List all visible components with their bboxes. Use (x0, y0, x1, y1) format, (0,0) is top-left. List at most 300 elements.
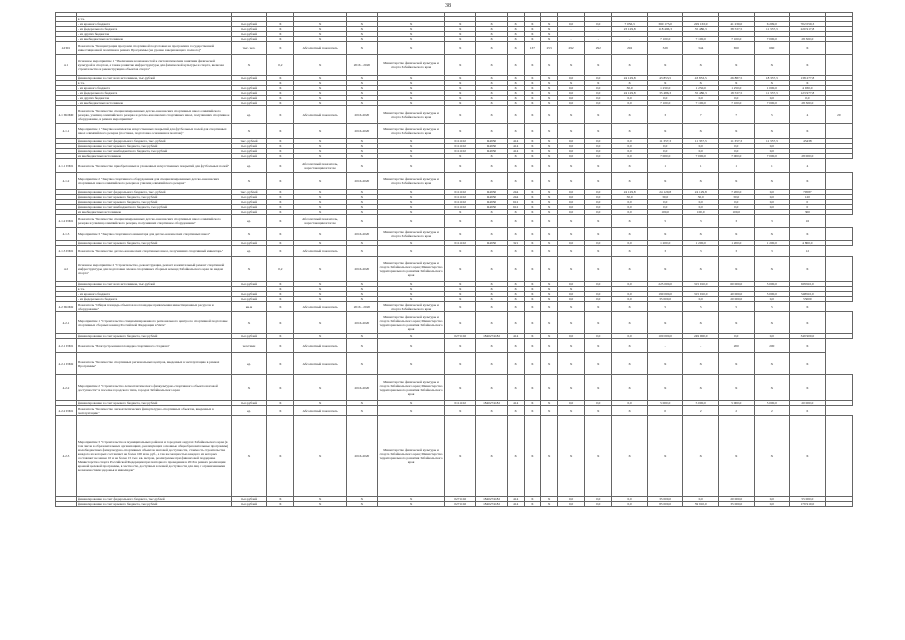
table-cell: 11 357,3 (647, 139, 683, 144)
table-cell: X (524, 173, 541, 190)
table-cell: 0,0 (754, 144, 790, 149)
row-title-cell: финансирование за счет внебюджетного бюджета, тыс.рублей (76, 205, 231, 210)
table-cell: X (524, 241, 541, 246)
table-cell: X (507, 173, 524, 190)
table-cell: X (346, 497, 377, 502)
table-cell: X (683, 173, 719, 190)
table-cell: 0,0 (647, 144, 683, 149)
table-cell: X (267, 190, 294, 195)
table-cell: 0,0 (647, 200, 683, 205)
table-cell: X (541, 81, 558, 86)
table-row (56, 302, 853, 312)
table-cell: 0,0 (557, 22, 584, 27)
table-cell: 7 (683, 106, 719, 124)
table-cell: X (445, 55, 476, 76)
row-title-cell: - из федерального бюджета (76, 297, 231, 302)
table-cell: X (346, 339, 377, 353)
table-cell: 100,0 (683, 210, 719, 215)
table-cell: 1 (719, 159, 755, 173)
table-cell: 244 (507, 195, 524, 200)
table-cell: X (612, 228, 648, 241)
table-cell: X (647, 124, 683, 139)
table-cell: тыс.рублей (231, 154, 267, 159)
table-cell: 0,0 (612, 205, 648, 210)
table-cell: 1 250,0 (683, 86, 719, 91)
table-cell: 2016-2020 (346, 228, 377, 241)
table-cell: 0,0 (719, 149, 755, 154)
table-cell: X (294, 228, 346, 241)
row-code-cell: 4.2 ПОМ2 (56, 302, 77, 312)
table-cell: Министерство физической культуры и спорта Забайкальского края (378, 228, 445, 241)
table-cell: X (612, 339, 648, 353)
table-cell: 3 (754, 215, 790, 228)
table-cell: 12 (790, 246, 826, 257)
table-cell: X (346, 149, 377, 154)
row-title-cell: Мероприятие 2 "Строительство легкоатлетического физкультурно-спортивного объекта шаговой доступности" в поселке городского типа, городах Забайкальского края (76, 375, 231, 401)
table-cell: 220 917,8 (790, 27, 826, 32)
table-cell: X (346, 401, 377, 406)
table-cell: X (445, 210, 476, 215)
table-cell: X (524, 154, 541, 159)
table-cell: 55 000,0 (790, 497, 826, 502)
table-cell: 1 200,0 (683, 241, 719, 246)
table-cell: X (346, 406, 377, 416)
table-cell: 2016-2020 (346, 312, 377, 334)
table-cell: 349 900,0 (790, 334, 826, 339)
table-cell: тыс.рублей (231, 27, 267, 32)
table-cell: тыс.рублей (231, 241, 267, 246)
table-cell: кв.м (231, 302, 267, 312)
table-cell: X (267, 334, 294, 339)
table-cell: X (294, 91, 346, 96)
table-cell: X (507, 154, 524, 159)
table-cell: чел/смен (231, 339, 267, 353)
table-cell: 360 173,0 (647, 22, 683, 27)
table-cell: Абсолютный показатель (294, 42, 346, 55)
table-cell: X (585, 215, 612, 228)
table-cell: 605910,0 (790, 282, 826, 287)
table-cell: 0,0 (585, 86, 612, 91)
table-cell: 0,0 (557, 96, 584, 101)
table-cell: 7 (719, 106, 755, 124)
table-cell: 60 000,0 (719, 282, 755, 287)
table-cell: X (541, 228, 558, 241)
table-cell: X (231, 375, 267, 401)
table-cell: 0,0 (683, 205, 719, 210)
row-title-cell: - из краевого бюджета (76, 86, 231, 91)
table-cell: X (267, 502, 294, 507)
table-cell: X (524, 502, 541, 507)
table-cell: 2 (719, 406, 755, 416)
table-cell: 0111102 (445, 139, 476, 144)
table-cell: 344 (683, 42, 719, 55)
table-cell: X (557, 353, 584, 375)
table-cell: 0,0 (612, 292, 648, 297)
row-title-cell: Показатель "Количество спортивных региональных центров, введенных в эксплуатацию в рамках Программы" (76, 353, 231, 375)
table-cell: 0271102 (445, 334, 476, 339)
table-cell: 0,2 (267, 55, 294, 76)
table-cell: X (524, 96, 541, 101)
table-cell: 35 486,3 (683, 91, 719, 96)
table-cell: X (507, 312, 524, 334)
table-cell: X (346, 27, 377, 32)
table-cell: X (346, 144, 377, 149)
table-cell: X (267, 76, 294, 81)
table-cell: 20 (825, 106, 852, 124)
table-cell: X (267, 195, 294, 200)
table-cell: X (541, 22, 558, 27)
table-cell: X (294, 502, 346, 507)
table-cell: 0,0 (585, 205, 612, 210)
table-cell: Абсолютный показатель (294, 106, 346, 124)
table-row (56, 246, 853, 257)
table-cell: X (346, 96, 377, 101)
table-cell: X (445, 91, 476, 96)
table-cell: X (267, 86, 294, 91)
table-cell: X (378, 292, 445, 297)
table-cell: X (524, 287, 541, 292)
table-cell: 2016-2020 (346, 106, 377, 124)
table-cell: 7 100,0 (719, 101, 755, 106)
table-cell (825, 297, 852, 302)
row-code-cell: 4.1.2 (56, 173, 77, 190)
table-cell: X (541, 200, 558, 205)
table-cell: 24 129,8 (612, 76, 648, 81)
table-cell: X (346, 76, 377, 81)
table-cell: X (267, 149, 294, 154)
table-cell: 0111102 (445, 401, 476, 406)
table-cell: тыс.рублей (231, 37, 267, 42)
table-cell: 0,0 (557, 154, 584, 159)
table-cell: 0,0 (557, 292, 584, 297)
table-cell: X (445, 154, 476, 159)
table-cell: 2016 - 2020 (346, 55, 377, 76)
table-cell: 0,0 (585, 149, 612, 154)
table-cell: X (541, 302, 558, 312)
table-cell: тыс.рублей (231, 22, 267, 27)
table-cell: X (612, 124, 648, 139)
table-cell: X (445, 96, 476, 101)
table-cell: X (294, 27, 346, 32)
table-cell: 7 100,0 (647, 37, 683, 42)
table-cell: 11 357,3 (719, 139, 755, 144)
table-cell: X (267, 228, 294, 241)
table-cell: X (557, 416, 584, 497)
table-cell (825, 375, 852, 401)
table-cell: X (507, 86, 524, 91)
table-cell: X (267, 375, 294, 401)
table-cell: ед. (231, 106, 267, 124)
table-row (56, 375, 853, 401)
table-cell: X (541, 339, 558, 353)
table-cell: 0,0 (683, 96, 719, 101)
table-cell: 35 000,0 (719, 502, 755, 507)
table-cell: X (476, 86, 507, 91)
table-cell: 5 000,0 (754, 401, 790, 406)
table-cell: 414 (507, 497, 524, 502)
table-cell: 0,0 (612, 149, 648, 154)
table-cell: 0,0 (585, 144, 612, 149)
table-cell: X (507, 55, 524, 76)
table-cell: X (476, 302, 507, 312)
table-cell: X (294, 287, 346, 292)
row-code-cell: 4.1.2 ПМ1 (56, 215, 77, 228)
table-cell: X (294, 32, 346, 37)
table-cell: X (267, 200, 294, 205)
table-cell: X (524, 334, 541, 339)
table-cell: X (267, 42, 294, 55)
table-cell: X (585, 246, 612, 257)
table-cell: X (507, 210, 524, 215)
table-cell: X (790, 55, 826, 76)
table-cell: X (683, 124, 719, 139)
table-cell: тыс.рублей (231, 292, 267, 297)
table-cell: 0,0 (612, 200, 648, 205)
table-cell: 38 537,5 (719, 27, 755, 32)
table-cell: 3 (647, 106, 683, 124)
table-cell: ед. (231, 159, 267, 173)
table-cell: X (267, 287, 294, 292)
table-cell: X (719, 124, 755, 139)
table-cell: 0,0 (557, 76, 584, 81)
table-cell: 0,0 (585, 282, 612, 287)
row-title-cell: - из внебюджетных источников (76, 101, 231, 106)
table-cell: 612 (507, 205, 524, 210)
table-cell: X (476, 96, 507, 101)
table-cell: тыс.рублей (231, 334, 267, 339)
table-cell: 0111102 (445, 195, 476, 200)
row-code-cell: 4.1 ПОМ0 (56, 106, 77, 124)
table-cell: - (557, 27, 584, 32)
table-row (56, 257, 853, 282)
table-cell: X (346, 91, 377, 96)
table-cell: X (346, 37, 377, 42)
table-cell: X (524, 375, 541, 401)
table-cell: X (524, 124, 541, 139)
table-cell: X (585, 106, 612, 124)
table-cell: X (524, 416, 541, 497)
table-cell: X (294, 149, 346, 154)
table-cell: X (557, 124, 584, 139)
table-cell: 5 000,0 (647, 401, 683, 406)
table-cell: X (476, 246, 507, 257)
table-cell: X (612, 81, 648, 86)
table-cell: X (719, 81, 755, 86)
table-cell: X (267, 37, 294, 42)
table-cell: X (378, 401, 445, 406)
table-cell: X (612, 215, 648, 228)
table-cell: X (378, 406, 445, 416)
table-cell: X (378, 241, 445, 246)
table-cell: X (541, 497, 558, 502)
table-cell: X (585, 353, 612, 375)
table-cell: X (524, 401, 541, 406)
table-cell: X (524, 32, 541, 37)
row-code-cell: 4.2.2 (56, 375, 77, 401)
table-cell: X (476, 339, 507, 353)
budget-table-sheet (55, 12, 853, 632)
table-cell: X (524, 302, 541, 312)
table-row (56, 502, 853, 507)
table-cell: X (378, 37, 445, 42)
row-title-cell: финансирование за счет краевого бюджета, тыс.рублей (76, 401, 231, 406)
table-cell: X (524, 27, 541, 32)
table-cell: тыс.рублей (231, 101, 267, 106)
table-cell: 118 496,3 (647, 27, 683, 32)
table-cell: ед. (231, 215, 267, 228)
table-cell: 35 486,3 (647, 91, 683, 96)
table-cell: 23 129,8 (612, 27, 648, 32)
table-cell: 11 337,3 (754, 91, 790, 96)
table-cell: Абсолютный показатель (294, 246, 346, 257)
row-title-cell: - из федерального бюджета (76, 91, 231, 96)
table-cell: X (541, 55, 558, 76)
table-cell: X (476, 154, 507, 159)
table-cell: 3 (647, 246, 683, 257)
table-cell: X (267, 292, 294, 297)
table-cell: X (476, 292, 507, 297)
table-cell: X (267, 101, 294, 106)
row-title-cell: из внебюджетных источников (76, 210, 231, 215)
table-cell: 702 059,3 (790, 22, 826, 27)
table-cell: X (541, 282, 558, 287)
table-cell: 20 000,0 (719, 297, 755, 302)
table-cell: 5 (647, 215, 683, 228)
table-cell: X (231, 416, 267, 497)
table-cell: 35 000,0 (647, 297, 683, 302)
table-cell: X (346, 241, 377, 246)
table-cell: X (476, 124, 507, 139)
table-cell: тыс.рублей (231, 297, 267, 302)
table-cell: X (524, 406, 541, 416)
table-cell: 11 337,3 (754, 27, 790, 32)
table-cell: 0,0 (754, 502, 790, 507)
table-cell: 0,0 (585, 210, 612, 215)
table-cell (825, 42, 852, 55)
table-cell: X (754, 81, 790, 86)
table-cell: R4950 (476, 139, 507, 144)
table-cell: 548910,0 (790, 292, 826, 297)
table-cell: X (476, 312, 507, 334)
table-cell: 7 100,0 (719, 37, 755, 42)
row-title-cell: Показатель "Количество приобретенных и уложенных искусственных покрытий для футбольных полей" (76, 159, 231, 173)
table-cell: X (378, 27, 445, 32)
table-cell: 0,0 (557, 282, 584, 287)
table-cell: 0111102 (445, 190, 476, 195)
table-cell: X (346, 353, 377, 375)
table-cell: тыс.рублей (231, 76, 267, 81)
table-cell: X (790, 257, 826, 282)
table-cell: X (754, 257, 790, 282)
table-cell: 4 (790, 106, 826, 124)
table-cell: X (524, 228, 541, 241)
table-cell: X (557, 339, 584, 353)
table-cell: 0,0 (557, 200, 584, 205)
table-cell: R4950 (476, 190, 507, 195)
table-cell: X (445, 257, 476, 282)
table-cell: X (557, 228, 584, 241)
table-cell: X (790, 42, 826, 55)
table-cell: X (346, 282, 377, 287)
table-cell (825, 124, 852, 139)
table-cell: 0,0 (612, 282, 648, 287)
table-cell: 18 337,3 (754, 76, 790, 81)
table-cell: 43 853,5 (647, 76, 683, 81)
table-cell: 6 (790, 406, 826, 416)
table-cell: X (507, 159, 524, 173)
table-cell: X (445, 228, 476, 241)
table-cell: X (585, 228, 612, 241)
table-cell: X (541, 154, 558, 159)
table-cell: X (719, 353, 755, 375)
table-cell: X (585, 159, 612, 173)
table-cell: 179 910,0 (790, 502, 826, 507)
table-cell: X (346, 86, 377, 91)
table-cell: 2016-2020 (346, 124, 377, 139)
table-cell: X (294, 139, 346, 144)
table-cell: X (445, 282, 476, 287)
table-cell: X (294, 210, 346, 215)
table-cell: X (524, 139, 541, 144)
table-cell: X (612, 246, 648, 257)
row-code-cell: 4.2.3 (56, 416, 77, 497)
table-cell: X (507, 42, 524, 55)
table-cell: 0,0 (683, 200, 719, 205)
table-cell: X (267, 416, 294, 497)
row-title-cell: в т.ч. (76, 287, 231, 292)
table-row (56, 106, 853, 124)
table-cell: 0,0 (557, 210, 584, 215)
table-cell: 5 000,0 (719, 401, 755, 406)
table-cell: X (524, 190, 541, 195)
table-cell: X (294, 205, 346, 210)
table-cell: X (507, 81, 524, 86)
table-cell: X (294, 144, 346, 149)
table-cell: 0,0 (585, 292, 612, 297)
table-cell: X (557, 81, 584, 86)
table-cell: 0,0 (647, 96, 683, 101)
table-cell: 1 200,0 (719, 241, 755, 246)
table-cell: X (507, 353, 524, 375)
table-cell: 0,0 (683, 497, 719, 502)
table-cell: 0,0 (647, 149, 683, 154)
table-cell: X (294, 497, 346, 502)
table-cell: X (294, 124, 346, 139)
table-cell: X (346, 205, 377, 210)
table-cell: X (507, 375, 524, 401)
table-cell: тыс.рублей (231, 200, 267, 205)
table-cell: X (541, 139, 558, 144)
table-cell: X (476, 353, 507, 375)
table-cell: X (585, 312, 612, 334)
table-cell: 0,0 (612, 497, 648, 502)
table-cell: X (541, 205, 558, 210)
table-cell: X (612, 173, 648, 190)
table-cell: 138 277,8 (790, 76, 826, 81)
table-cell: 1 200,0 (647, 241, 683, 246)
table-cell: 5 000,0 (754, 292, 790, 297)
table-cell: X (541, 101, 558, 106)
table-cell: 0,0 (557, 149, 584, 154)
table-cell: X (507, 339, 524, 353)
row-title-cell: из внебюджетных источников (76, 154, 231, 159)
table-cell: X (445, 287, 476, 292)
row-title-cell: финансирование за счет всех источников, тыс.рублей (76, 76, 231, 81)
table-cell: X (346, 42, 377, 55)
table-cell: - (647, 339, 683, 353)
table-cell: Министерство физической культуры и спорта Забайкальского края (378, 173, 445, 190)
row-title-cell: Показатель "Концентрация программ спортивной подготовки на программах государственной инвестиционной политики в рамках Программы (на уровне завершающего полного)" (76, 42, 231, 55)
